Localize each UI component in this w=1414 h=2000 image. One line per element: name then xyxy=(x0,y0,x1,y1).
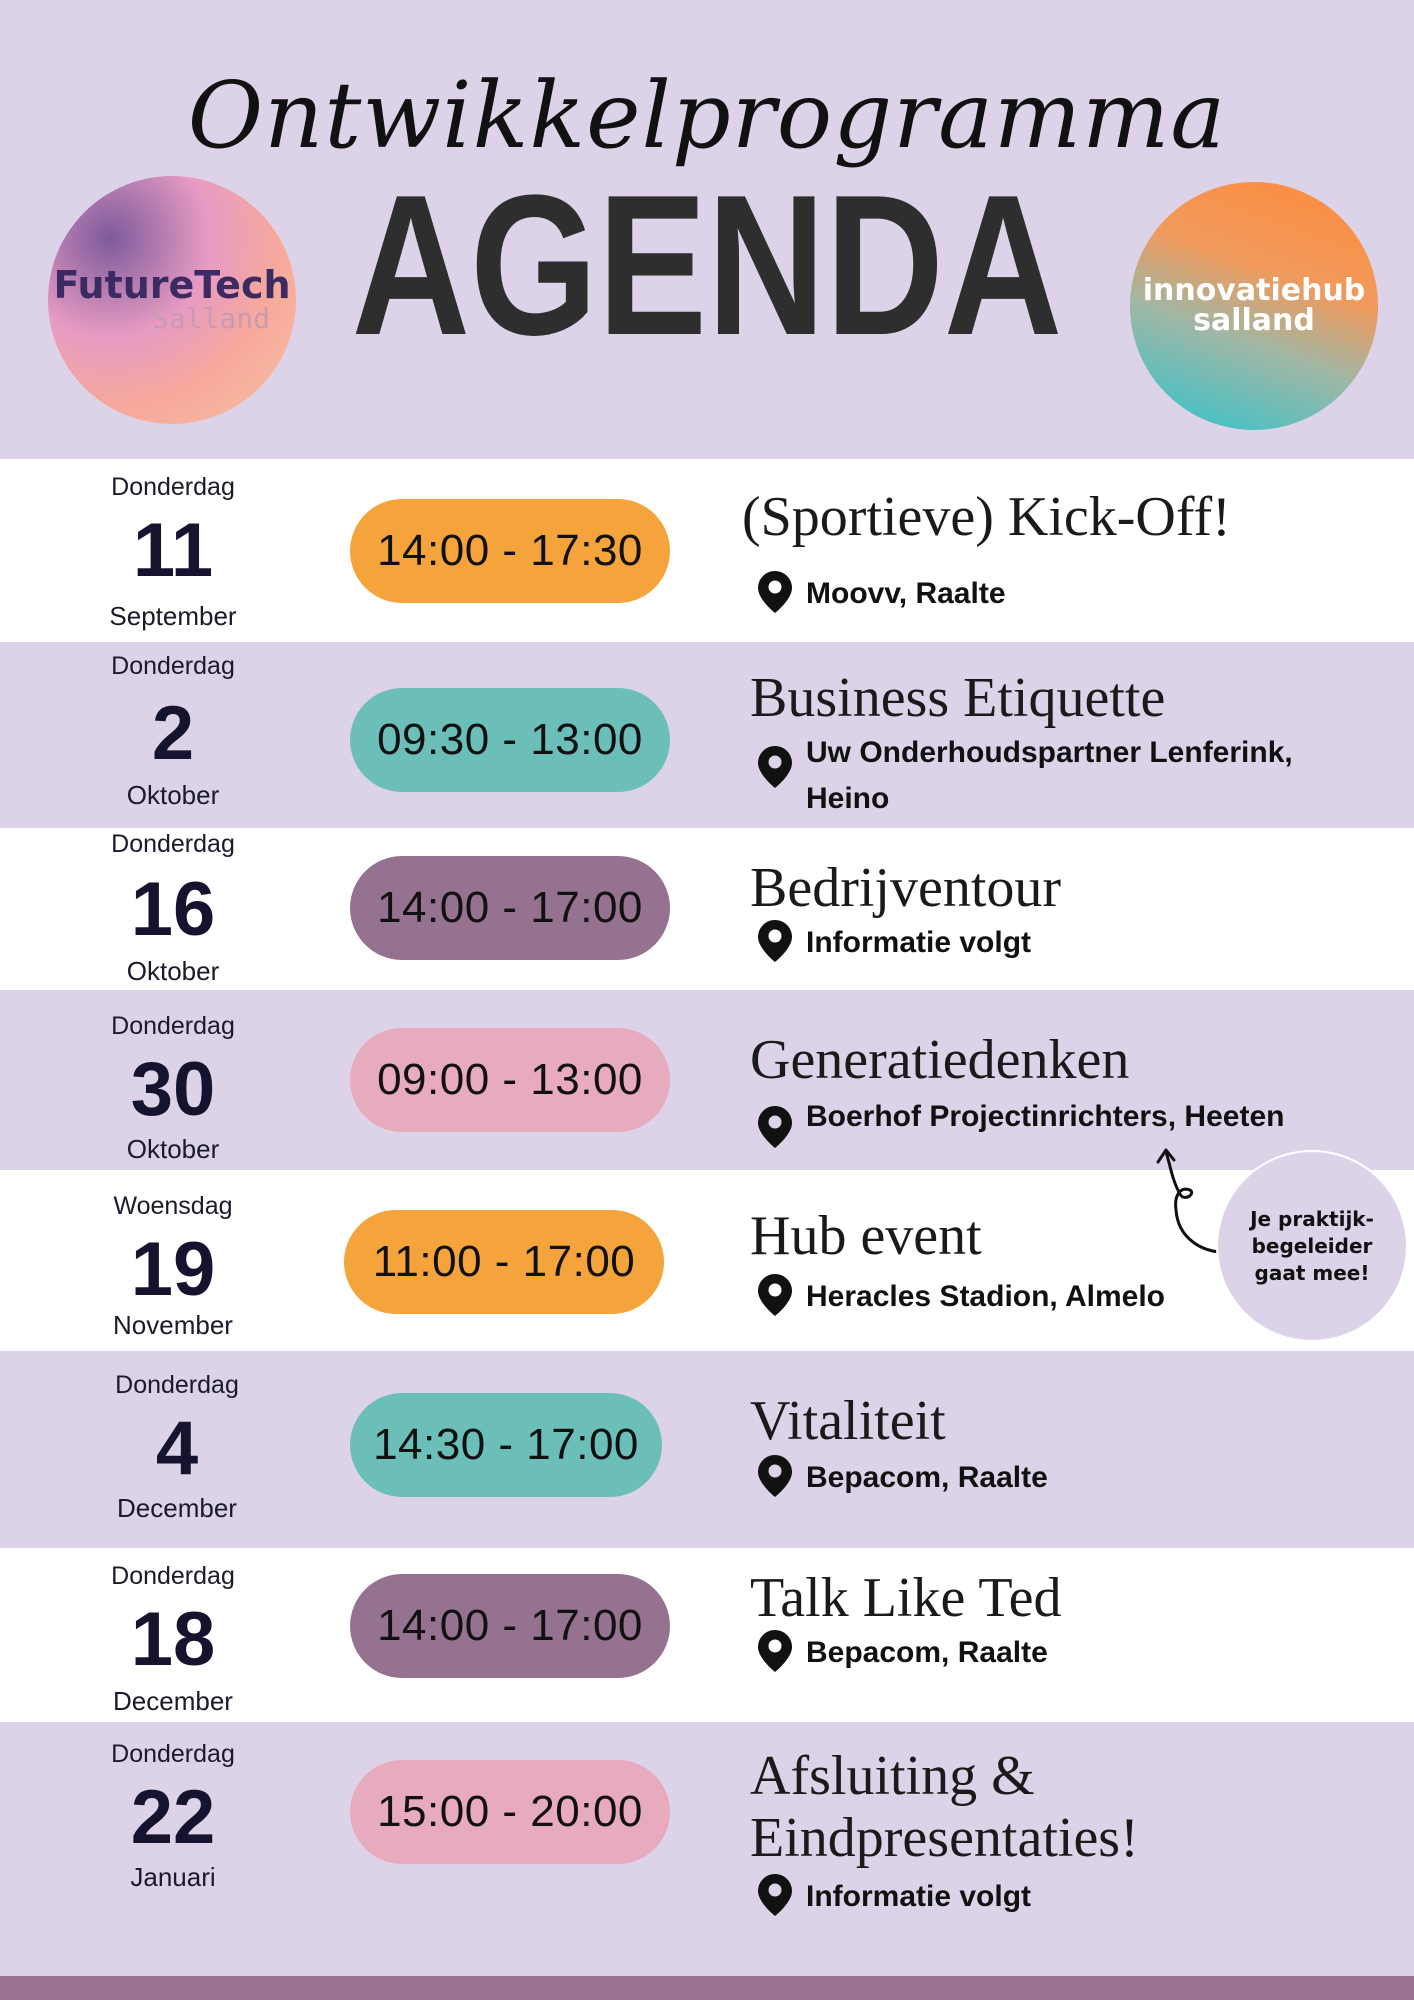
logo-right-line1: innovatiehub xyxy=(1142,273,1366,308)
event-location xyxy=(758,1874,1031,1920)
event-title: Business Etiquette xyxy=(750,667,1166,729)
map-pin-icon xyxy=(758,1874,792,1916)
event-location xyxy=(758,1630,1048,1676)
event-month: Januari xyxy=(130,1862,216,1892)
event-day: 2 xyxy=(151,691,195,776)
event-weekday: Donderdag xyxy=(115,1371,239,1399)
agenda-row xyxy=(0,459,1414,642)
time-pill: 14:00 - 17:00 xyxy=(350,856,670,960)
event-location-text: Bepacom, Raalte xyxy=(806,1636,1048,1669)
event-day: 22 xyxy=(130,1775,216,1860)
map-pin-icon xyxy=(758,1630,792,1672)
event-location-text: Informatie volgt xyxy=(806,1880,1032,1913)
innovatiehub-salland-logo xyxy=(1130,182,1378,430)
event-location xyxy=(758,571,1006,617)
event-day: 16 xyxy=(130,867,216,952)
time-pill: 14:00 - 17:30 xyxy=(350,499,670,603)
time-pill: 09:00 - 13:00 xyxy=(350,1028,670,1132)
map-pin-icon xyxy=(758,920,792,962)
page-title: AGENDA xyxy=(351,154,1063,377)
event-title: Talk Like Ted xyxy=(750,1567,1062,1629)
time-pill: 15:00 - 20:00 xyxy=(350,1760,670,1864)
event-weekday: Donderdag xyxy=(111,473,235,501)
map-pin-icon xyxy=(758,746,792,788)
event-location xyxy=(758,920,1031,966)
event-weekday: Donderdag xyxy=(111,1562,235,1590)
event-weekday: Donderdag xyxy=(111,1012,235,1040)
agenda-row xyxy=(0,1722,1414,1976)
agenda-row xyxy=(0,1351,1414,1548)
event-location-text: Uw Onderhoudspartner Lenferink, Heino xyxy=(806,736,1293,815)
time-pill: 11:00 - 17:00 xyxy=(344,1210,664,1314)
event-title: Generatiedenken xyxy=(750,1029,1130,1091)
event-day: 11 xyxy=(132,508,214,593)
event-location-text: Bepacom, Raalte xyxy=(806,1461,1048,1494)
event-location-text: Heracles Stadion, Almelo xyxy=(806,1280,1166,1313)
event-location xyxy=(758,1274,1165,1320)
event-location xyxy=(758,1455,1048,1501)
event-month: Oktober xyxy=(126,1134,220,1164)
event-title: Hub event xyxy=(750,1205,982,1267)
event-location-text: Moovv, Raalte xyxy=(806,577,1006,610)
event-day: 18 xyxy=(130,1597,216,1682)
logo-right-line2: salland xyxy=(1193,303,1315,338)
logo-left-line2: Salland xyxy=(151,301,270,335)
event-location xyxy=(758,730,1366,822)
event-month: September xyxy=(109,601,237,631)
event-weekday: Donderdag xyxy=(111,652,235,680)
event-title: Bedrijventour xyxy=(750,857,1062,919)
event-weekday: Donderdag xyxy=(111,830,235,858)
event-month: Oktober xyxy=(126,780,220,810)
time-pill: 14:30 - 17:00 xyxy=(350,1393,662,1497)
event-day: 19 xyxy=(130,1227,216,1312)
event-title: Vitaliteit xyxy=(750,1390,946,1452)
agenda-row xyxy=(0,642,1414,828)
event-month: December xyxy=(117,1493,237,1523)
logo-left-line1: FutureTech xyxy=(53,262,291,307)
event-month: Oktober xyxy=(126,956,220,986)
agenda-row xyxy=(0,1548,1414,1722)
event-month: November xyxy=(113,1310,233,1340)
event-weekday: Woensdag xyxy=(113,1192,233,1220)
map-pin-icon xyxy=(758,1274,792,1316)
praktijkbegeleider-note: Je praktijk- begeleider gaat mee! xyxy=(1216,1150,1408,1342)
event-title: Afsluiting & Eindpresentaties! xyxy=(750,1745,1139,1869)
futuretech-salland-logo xyxy=(48,176,296,424)
event-location-text: Informatie volgt xyxy=(806,926,1032,959)
map-pin-icon xyxy=(758,1455,792,1497)
map-pin-icon xyxy=(758,1106,792,1148)
header xyxy=(0,0,1414,459)
time-pill: 14:00 - 17:00 xyxy=(350,1574,670,1678)
map-pin-icon xyxy=(758,571,792,613)
time-pill: 09:30 - 13:00 xyxy=(350,688,670,792)
event-location-text: Boerhof Projectinrichters, Heeten xyxy=(806,1100,1285,1133)
event-month: December xyxy=(113,1686,233,1716)
footer-bar xyxy=(0,1976,1414,2000)
agenda-row xyxy=(0,828,1414,990)
event-day: 30 xyxy=(130,1047,216,1132)
event-weekday: Donderdag xyxy=(111,1740,235,1768)
event-title: (Sportieve) Kick-Off! xyxy=(742,486,1231,548)
event-day: 4 xyxy=(155,1406,199,1491)
subtitle: Ontwikkelprogramma xyxy=(187,62,1227,169)
